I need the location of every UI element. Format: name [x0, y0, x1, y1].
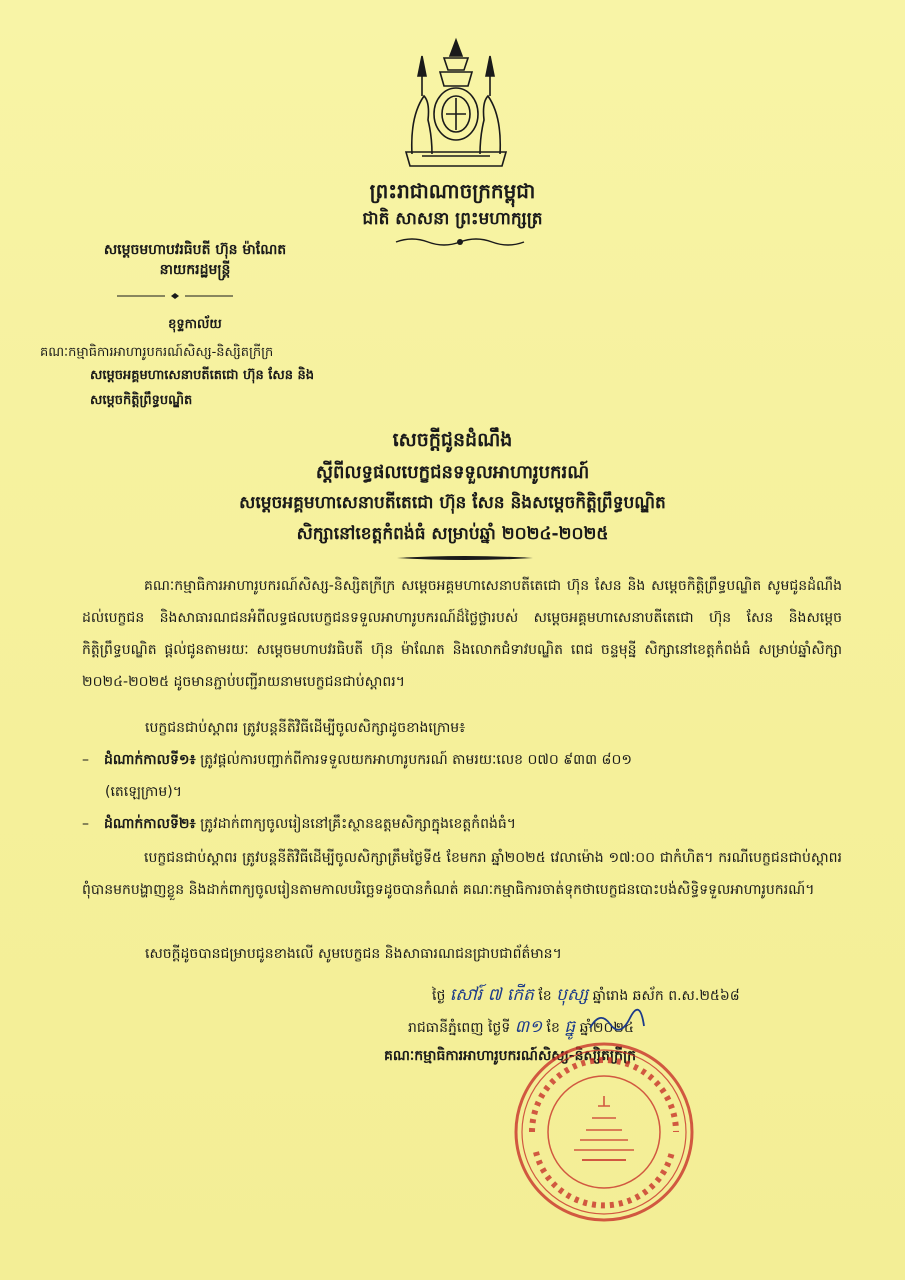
step-1: – ដំណាក់កាលទី១៖ ត្រូវផ្ដល់ការបញ្ជាក់ពីការទទួលយកអាហារូបករណ៍ តាមរយៈលេខ ០៧០ ៩៣៣ ៨០១ [82, 752, 632, 768]
solar-month-prefix: ខែ [546, 1020, 560, 1036]
body-paragraph-4: សេចក្ដីដូចបានជម្រាបជូនខាងលើ សូមបេក្ខជន និងសាធារណជនជ្រាបជាព័ត៌មាន។ [145, 946, 562, 962]
ornament-divider-icon [392, 236, 528, 248]
step-2-text: ត្រូវដាក់ពាក្យចូលរៀននៅគ្រឹះស្ថានឧត្តមសិក្សាក្នុងខេត្តកំពង់ធំ។ [200, 816, 517, 832]
step-1-continuation: (តេឡេក្រាម)។ [105, 784, 182, 800]
cabinet-label: ខុទ្ទកាល័យ [168, 317, 222, 332]
step-2: – ដំណាក់កាលទី២៖ ត្រូវដាក់ពាក្យចូលរៀននៅគ្រឹះស្ថានឧត្តមសិក្សាក្នុងខេត្តកំពង់ធំ។ [82, 816, 517, 832]
royal-coat-of-arms-icon [392, 36, 520, 176]
title-divider-icon [395, 555, 535, 561]
sender-name: សម្ដេចមហាបវរធិបតី ហ៊ុន ម៉ាណែត [103, 242, 287, 258]
sender-title: នាយករដ្ឋមន្ត្រី [159, 262, 231, 278]
solar-day-prefix: រាជធានីភ្នំពេញ ថ្ងៃទី [408, 1020, 511, 1036]
committee-patron-1: សម្ដេចអគ្គមហាសេនាបតីតេជោ ហ៊ុន សែន និង [90, 368, 315, 383]
step-1-label: ដំណាក់កាលទី១៖ [104, 752, 196, 768]
body-paragraph-1: គណៈកម្មាធិការអាហារូបករណ៍សិស្ស-និស្សិតក្រីក្រ សម្ដេចអគ្គមហាសេនាបតីតេជោ ហ៊ុន សែន និង សម្ដេចកិត្តិព្រឹទ្ធបណ្ឌិត សូមជូនដំណឹងដល់បេក្ខជន និងសាធារណជនអំពីលទ្ធផលបេក្ខជនទទួលអាហារូបករណ៍ដ៏ថ្លៃថ្លារបស់ សម្ដេចអគ្គមហាសេនាបតីតេជោ ហ៊ុន សែន និងសម្ដេចកិត្តិព្រឹទ្ធបណ្ឌិត ផ្ដល់ជូនតាមរយៈ សម្ដេចមហាបវរធិបតី ហ៊ុន ម៉ាណែត និងលោកជំទាវបណ្ឌិត ពេជ ចន្ទមុន្នី សិក្សានៅខេត្តកំពង់ធំ សម្រាប់ឆ្នាំសិក្សា ២០២៤-២០២៥ ដូចមានភ្ជាប់បញ្ជីរាយនាមបេក្ខជនជាប់ស្ដាពរ។ [82, 578, 842, 690]
notice-title: សេចក្តីជូនដំណឹង [392, 429, 513, 451]
notice-scholarship-name: សម្ដេចអគ្គមហាសេនាបតីតេជោ ហ៊ុន សែន និងសម្ដេចកិត្តិព្រឹទ្ធបណ្ឌិត [239, 493, 666, 513]
notice-subject: ស្ដីពីលទ្ធផលបេក្ខជនទទួលអាហារូបករណ៍ [315, 462, 590, 483]
official-seal-icon [512, 1040, 696, 1224]
body-paragraph-2: បេក្ខជនជាប់ស្ដាពរ ត្រូវបន្តនីតិវិធីដើម្បីចូលសិក្សាដូចខាងក្រោម៖ [145, 720, 466, 736]
lunar-month-handwritten: បុស្ស [556, 985, 589, 1005]
lunar-year: ឆ្នាំរោង ឆស័ក ព.ស.២៥៦៨ [592, 988, 740, 1004]
lunar-month-prefix: ខែ [538, 988, 552, 1004]
national-motto: ជាតិ សាសនា ព្រះមហាក្សត្រ [362, 209, 543, 229]
lunar-day-prefix: ថ្ងៃ [432, 988, 446, 1004]
lunar-day-handwritten: សៅរ៍ ៧ កើត [449, 985, 534, 1005]
sender-divider-icon [115, 292, 235, 300]
body-paragraph-3: បេក្ខជនជាប់ស្ដាពរ ត្រូវបន្តនីតិវិធីដើម្បីចូលសិក្សាត្រឹមថ្ងៃទី៥ ខែមករា ឆ្នាំ២០២៥ វេលាម៉ោង ១៧:០០ ជាកំហិត។ ករណីបេក្ខជនជាប់ស្ដាពរ ពុំបានមកបង្ហាញខ្លួន និងដាក់ពាក្យចូលរៀនតាមកាលបរិច្ឆេទដូចបានកំណត់ គណៈកម្មាធិការចាត់ទុកថាបេក្ខជនបោះបង់សិទ្ធិទទួលអាហារូបករណ៍។ [82, 850, 842, 898]
solar-day-handwritten: ៣១ [514, 1017, 543, 1037]
kingdom-name: ព្រះរាជាណាចក្រកម្ពុជា [369, 179, 536, 203]
solar-year: ឆ្នាំ២០២៤ [579, 1020, 634, 1036]
notice-location-year: សិក្សានៅខេត្តកំពង់ធំ សម្រាប់ឆ្នាំ ២០២៤-២០២៥ [296, 524, 609, 544]
step-2-label: ដំណាក់កាលទី២៖ [104, 816, 196, 832]
step-1-text: ត្រូវផ្ដល់ការបញ្ជាក់ពីការទទួលយកអាហារូបករណ៍ តាមរយៈលេខ ០៧០ ៩៣៣ ៨០១ [200, 752, 632, 768]
solar-month-handwritten: ធ្នូ [564, 1017, 576, 1037]
signatory-committee: គណៈកម្មាធិការអាហារូបករណ៍សិស្ស-និស្សិតក្រីក្រ [384, 1048, 637, 1064]
committee-name: គណៈកម្មាធិការអាហារូបករណ៍សិស្ស-និស្សិតក្រីក្រ [40, 345, 274, 360]
committee-patron-2: សម្ដេចកិត្តិព្រឹទ្ធបណ្ឌិត [90, 393, 193, 408]
handwritten-signature-icon [586, 1006, 646, 1036]
